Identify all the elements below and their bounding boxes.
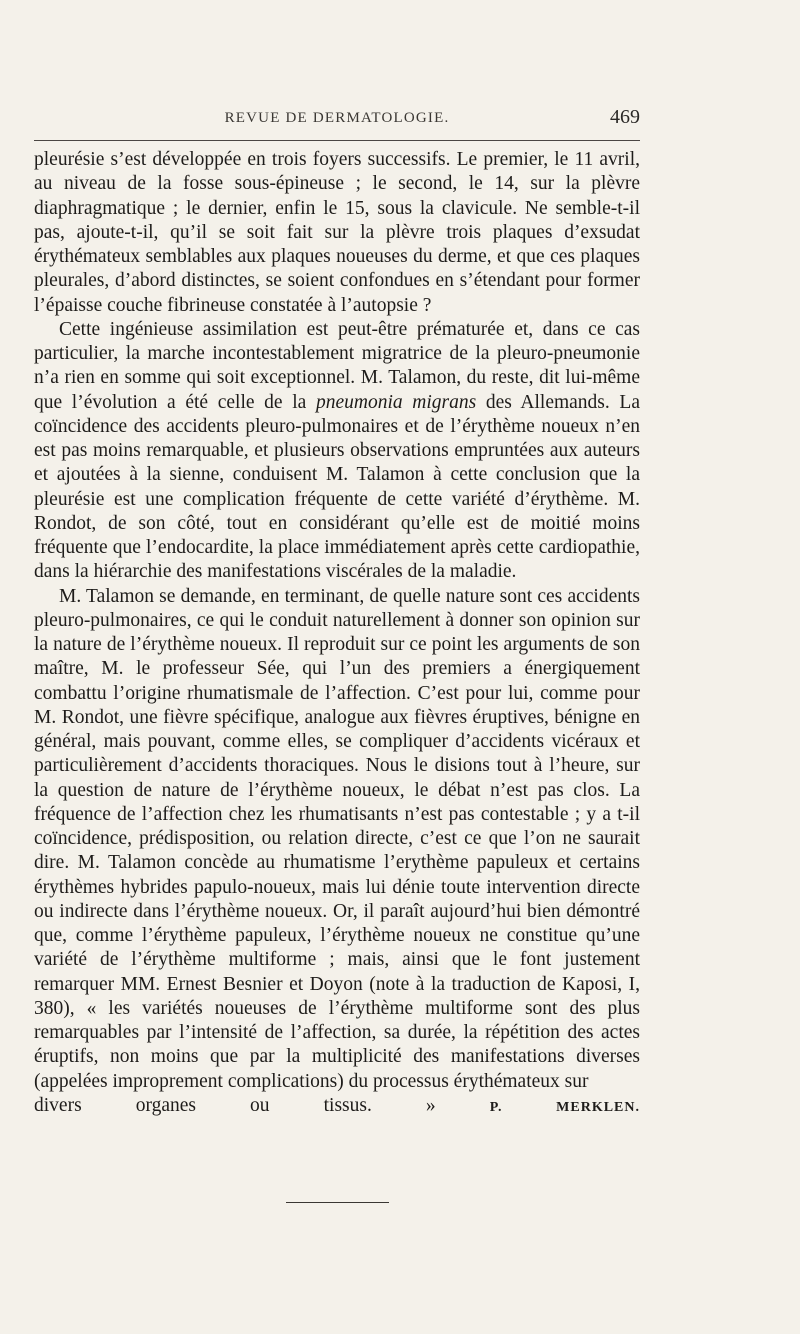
paragraph-2-italic: pneumonia migrans xyxy=(315,391,477,413)
page-number: 469 xyxy=(610,106,640,128)
header-rule xyxy=(34,140,640,141)
paragraph-3: M. Talamon se demande, en terminant, de quelle nature sont ces accidents pleuro-pulmonaires, ce qui le conduit naturellement à donner son opinion sur la nature de l’érythème noueux. Il reproduit sur ce point les arguments de son maître, M. le professeur Sée, qui l’un des premiers a énergiquement combattu l’origine rhumatismale de l’affection. C’est pour lui, comme pour M. Rondot, une fièvre spécifique, analogue aux fièvres éruptives, bénigne en général, mais pouvant, comme elles, se compliquer d’accidents vicéraux et particulièrement d’accidents thoraciques. Nous le disions tout à l’heure, sur la question de nature de l’érythème noueux, le débat n’est pas clos. La fréquence de l’affection chez les rhumatisants n’est pas contestable ; y a t-il coïncidence, prédisposition, ou relation directe, c’est ce que l’on ne saurait dire. M. Talamon concède au rhumatisme l’erythème papuleux et certains érythèmes hybrides papulo-noueux, mais lui dénie toute intervention directe ou indirecte dans l’érythème noueux. Or, il paraît aujourd’hui bien démontré que, comme l’érythème papuleux, l’érythème noueux ne constitue qu’une variété de l’érythème multiforme ; mais, ainsi que le font justement remarquer MM. Ernest Besnier et Doyon (note à la traduction de Kaposi, I, 380), « les variétés noueuses de l’érythème multiforme sont des plus remarquables par l’intensité de l’affection, sa durée, la répétition des actes éruptifs, non moins que par la multiplicité des manifestations diverses (appelées improprement complications) du processus érythémateux sur xyxy=(34,585,640,1092)
end-rule xyxy=(286,1202,389,1203)
author-signature: P. MERKLEN. xyxy=(489,1099,641,1115)
running-title: REVUE DE DERMATOLOGIE. xyxy=(224,110,450,126)
running-header xyxy=(34,106,640,132)
paragraph-2-part-a: Cette ingénieuse assimilation est peut-être prématurée et, dans ce cas particulier, la marche incontestablement migratrice de la pleuro-pneumonie n’a rien en somme qui soit exceptionnel. M. Talamon, du reste, dit lui-même que l’évolution a été celle de la xyxy=(34,318,640,413)
paragraph-1: pleurésie s’est développée en trois foyers successifs. Le premier, le 11 avril, au niveau de la fosse sous-épineuse ; le second, le 14, sur la plèvre diaphragmatique ; le dernier, enfin le 15, sous la clavicule. Ne semble-t-il pas, ajoute-t-il, qu’il se soit fait sur la plèvre trois plaques d’exsudat érythémateux semblables aux plaques noueuses du derme, et que ces plaques pleurales, d’abord distinctes, se soient confondues en s’étendant pour former l’épaisse couche fibrineuse constatée à l’autopsie ? xyxy=(34,149,640,316)
closing-text: divers organes ou tissus. » xyxy=(34,1094,436,1116)
closing-line xyxy=(34,1094,640,1120)
paragraph-2-part-b: des Allemands. La coïncidence des accidents pleuro-pulmonaires et de l’érythème noueux n’en est pas moins remarquable, et plusieurs observations empruntées aux auteurs et ajoutées à la sienne, conduisent M. Talamon à cette conclusion que la pleurésie est une complication fréquente de cette variété d’érythème. M. Rondot, de son côté, tout en considérant qu’elle est de moitié moins fréquente que l’endocardite, la place immédiatement après cette cardiopathie, dans la hiérarchie des manifestations viscérales de la maladie. xyxy=(34,391,640,583)
paragraph-2 xyxy=(34,318,640,585)
article-body xyxy=(34,148,640,1120)
